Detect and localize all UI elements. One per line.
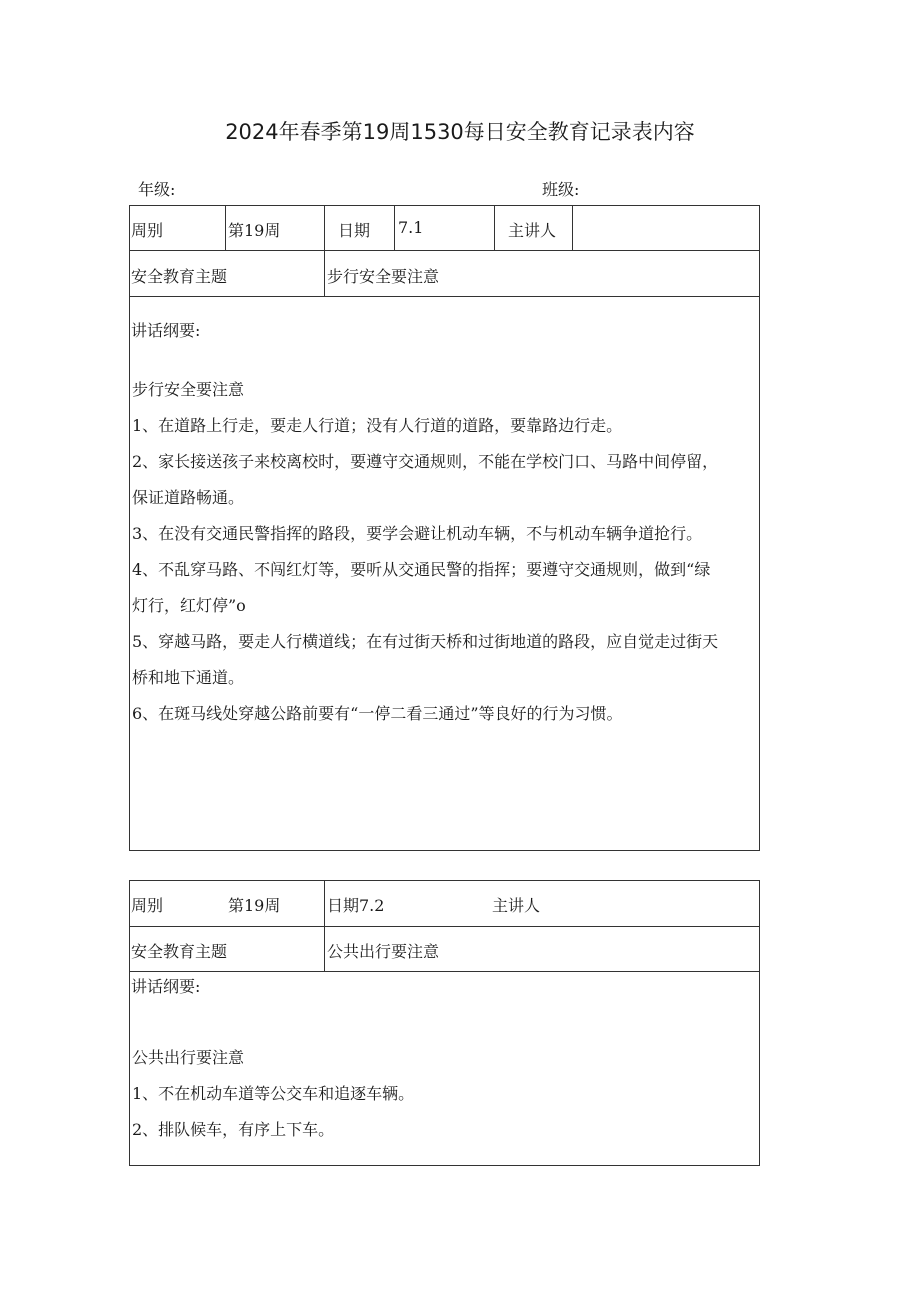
week-label: 周别 <box>131 896 164 915</box>
table-2-row-divider <box>129 971 759 972</box>
date-label: 日期 <box>338 221 371 240</box>
outline-line: 灯行，红灯停”o <box>132 596 246 615</box>
date-text: 日期7.2 <box>327 896 385 915</box>
outline-line: 5、穿越马路，要走人行横道线；在有过街天桥和过街地道的路段，应自觉走过街天 <box>132 632 719 651</box>
outline-line: 2、排队候车，有序上下车。 <box>132 1120 335 1139</box>
table-2-row-divider <box>129 926 759 927</box>
page-title: 2024年春季第19周1530每日安全教育记录表内容 <box>225 120 695 144</box>
theme-value: 公共出行要注意 <box>327 942 440 961</box>
table-1-col-divider <box>394 205 395 250</box>
speaker-label: 主讲人 <box>492 896 541 915</box>
outline-line: 步行安全要注意 <box>132 380 245 399</box>
outline-body <box>132 1040 754 1148</box>
table-2-col-divider <box>324 880 325 971</box>
outline-line: 6、在斑马线处穿越公路前要有“一停二看三通过”等良好的行为习惯。 <box>132 704 623 723</box>
table-1-row-divider <box>129 296 759 297</box>
table-1-col-divider <box>494 205 495 250</box>
outline-line: 2、家长接送孩子来校离校时，要遵守交通规则，不能在学校门口、马路中间停留， <box>132 452 719 471</box>
outline-body <box>132 372 754 732</box>
week-label: 周别 <box>131 221 164 240</box>
theme-label: 安全教育主题 <box>131 942 228 961</box>
table-1-col-divider <box>225 205 226 250</box>
outline-line: 3、在没有交通民警指挥的路段，要学会避让机动车辆，不与机动车辆争道抢行。 <box>132 524 703 543</box>
week-value: 第19周 <box>228 896 281 915</box>
outline-line: 4、不乱穿马路、不闯红灯等，要听从交通民警的指挥；要遵守交通规则，做到“绿 <box>132 560 711 579</box>
theme-value: 步行安全要注意 <box>327 267 440 286</box>
outline-line: 1、不在机动车道等公交车和追逐车辆。 <box>132 1084 415 1103</box>
table-1-col-divider <box>572 205 573 250</box>
outline-line: 公共出行要注意 <box>132 1048 245 1067</box>
outline-line: 桥和地下通道。 <box>132 668 245 687</box>
class-label: 班级: <box>542 180 580 199</box>
outline-label: 讲话纲要: <box>131 321 201 340</box>
table-1-col-divider <box>324 205 325 296</box>
week-value: 第19周 <box>228 221 281 240</box>
outline-line: 1、在道路上行走，要走人行道；没有人行道的道路，要靠路边行走。 <box>132 416 623 435</box>
outline-line: 保证道路畅通。 <box>132 488 245 507</box>
grade-label: 年级: <box>138 180 176 199</box>
table-1-row-divider <box>129 250 759 251</box>
date-value: 7.1 <box>398 218 424 237</box>
outline-label: 讲话纲要: <box>131 977 201 996</box>
speaker-label: 主讲人 <box>508 221 557 240</box>
theme-label: 安全教育主题 <box>131 267 228 286</box>
